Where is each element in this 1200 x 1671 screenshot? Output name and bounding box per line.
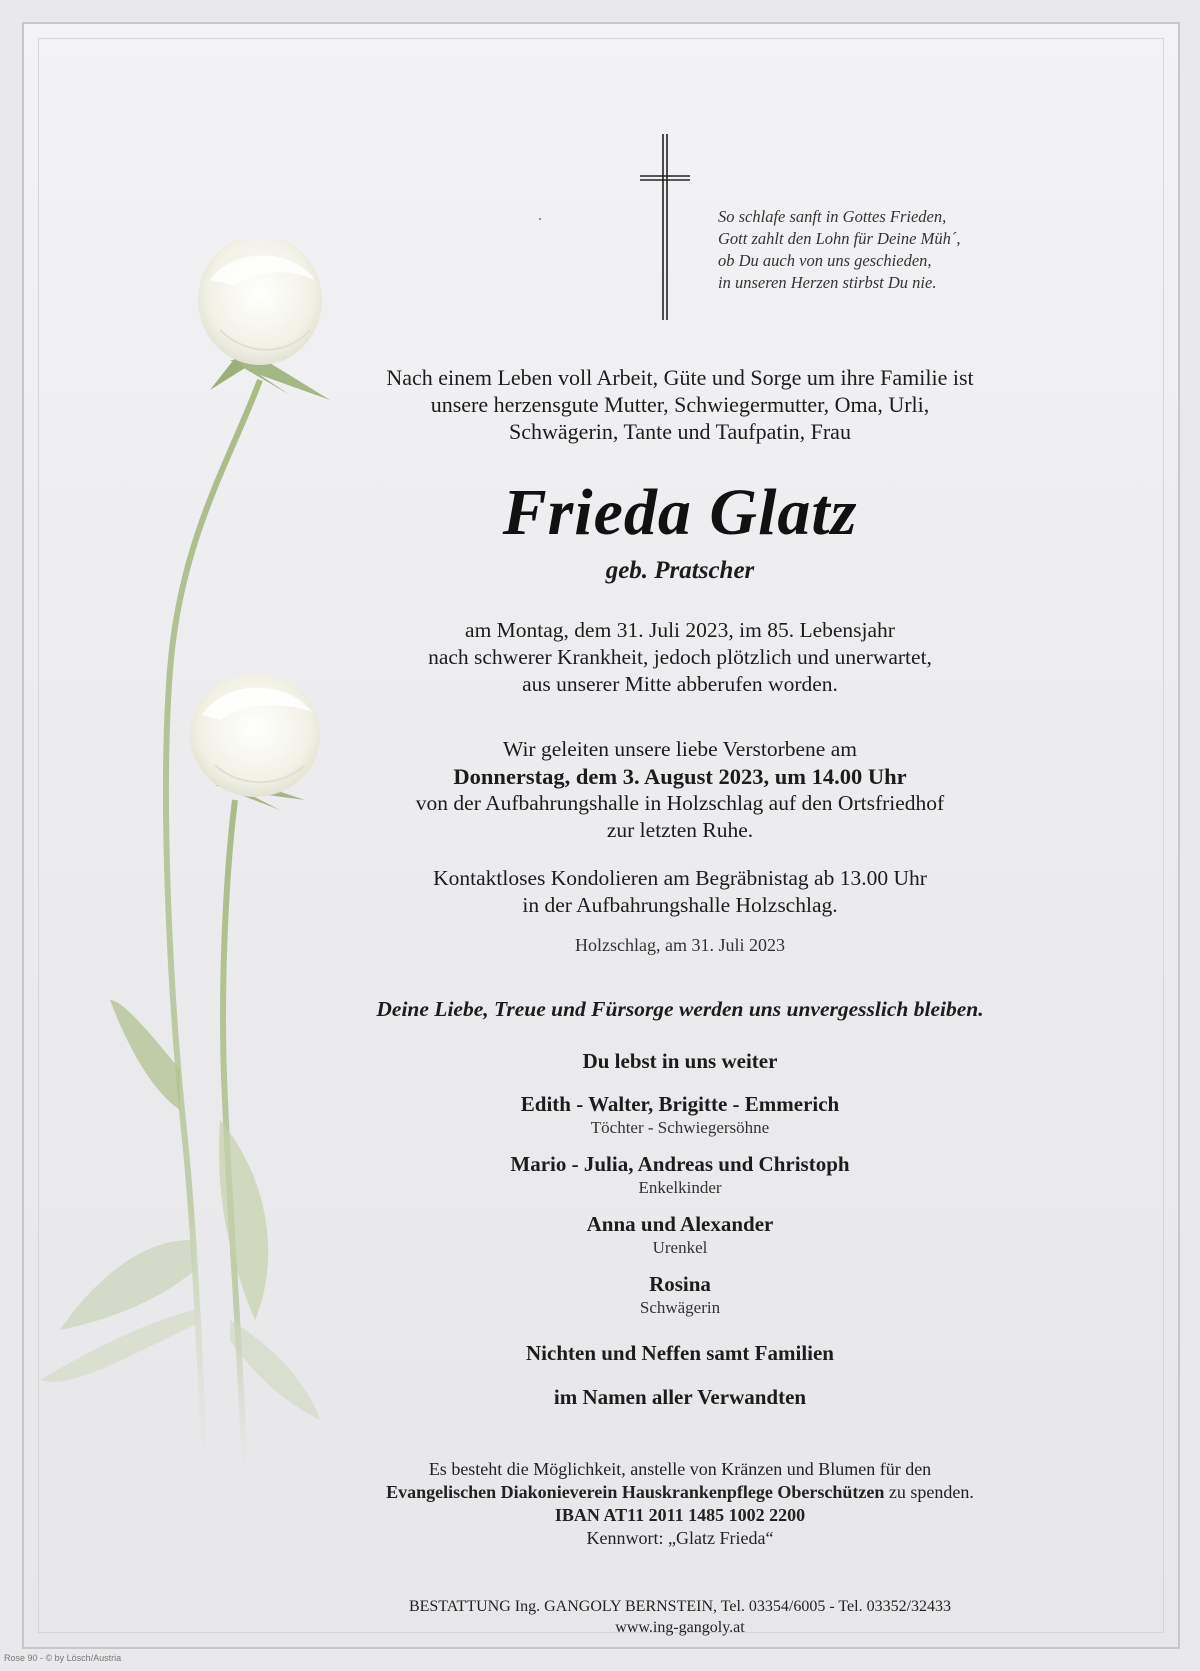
funeral-line: Wir geleiten unsere liebe Verstorbene am [503,737,857,761]
donation-keyword: Kennwort: „Glatz Frieda“ [586,1528,774,1548]
death-notice [340,617,1020,698]
donation-info [340,1458,1020,1550]
mourner-relation: Töchter - Schwiegersöhne [590,1118,770,1137]
intro-line: Nach einem Leben voll Arbeit, Güte und Sorge um ihre Familie ist [386,365,974,390]
intro-line: Schwägerin, Tante und Taufpatin, Frau [509,419,851,444]
funeral-home-website: www.ing-gangoly.at [615,1619,745,1636]
donation-org-line [340,1481,1020,1504]
poem-line: So schlafe sanft in Gottes Frieden, [718,207,947,226]
death-line: am Montag, dem 31. Juli 2023, im 85. Lebensjahr [465,618,895,642]
closing-lines [340,1339,1020,1411]
mourner-names: Edith - Walter, Brigitte - Emmerich [520,1092,840,1116]
poem-line: ob Du auch von uns geschieden, [718,251,932,270]
mourner-names: Anna und Alexander [586,1212,774,1236]
death-line: nach schwerer Krankheit, jedoch plötzlich und unerwartet, [428,645,932,669]
funeral-home-name: BESTATTUNG Ing. GANGOLY BERNSTEIN, Tel. 03354/6005 - Tel. 03352/32433 [408,1598,952,1615]
decorative-dot [539,218,541,220]
closing-line: Nichten und Neffen samt Familien [526,1341,834,1365]
mourner-group [340,1151,1020,1198]
intro-text [340,364,1020,445]
funeral-datetime: Donnerstag, dem 3. August 2023, um 14.00 Uhr [453,764,907,789]
donation-iban: IBAN AT11 2011 1485 1002 2200 [554,1505,806,1525]
mourner-relation: Schwägerin [639,1298,721,1317]
funeral-home-footer [340,1596,1020,1638]
mourners-list [340,1091,1020,1331]
place-and-date: Holzschlag, am 31. Juli 2023 [575,935,785,955]
mourner-names: Rosina [649,1272,711,1296]
poem [718,206,1058,294]
closing-line: im Namen aller Verwandten [553,1385,807,1409]
mourner-names: Mario - Julia, Andreas und Christoph [510,1152,850,1176]
image-credit: Rose 90 - © by Lösch/Austria [4,1653,122,1663]
mourner-group [340,1211,1020,1258]
poem-line: in unseren Herzen stirbst Du nie. [718,273,937,292]
funeral-line: zur letzten Ruhe. [606,818,754,842]
donation-organization: Evangelischen Diakonieverein Hauskrankenpflege Oberschützen [386,1482,885,1502]
white-roses-image [30,240,350,1500]
funeral-line: von der Aufbahrungshalle in Holzschlag auf den Ortsfriedhof [415,791,945,815]
donation-suffix: zu spenden. [884,1482,974,1502]
motto: Deine Liebe, Treue und Fürsorge werden uns unvergesslich bleiben. [376,997,984,1021]
maiden-name: geb. Pratscher [605,557,755,584]
lives-on-heading: Du lebst in uns weiter [582,1049,778,1073]
condolence-line: Kontaktloses Kondolieren am Begräbnistag ab 13.00 Uhr [433,866,927,890]
condolence-info [340,865,1020,919]
mourner-relation: Enkelkinder [638,1178,722,1197]
donation-line: Es besteht die Möglichkeit, anstelle von Kränzen und Blumen für den [428,1459,932,1479]
deceased-name: Frieda Glatz [502,476,858,549]
mourner-group [340,1271,1020,1318]
funeral-info [340,736,1020,844]
intro-line: unsere herzensgute Mutter, Schwiegermutter, Oma, Urli, [430,392,930,417]
mourner-relation: Urenkel [652,1238,708,1257]
death-line: aus unserer Mitte abberufen worden. [522,672,838,696]
condolence-line: in der Aufbahrungshalle Holzschlag. [522,893,838,917]
cross-icon [640,134,690,320]
poem-line: Gott zahlt den Lohn für Deine Müh´, [718,229,961,248]
mourner-group [340,1091,1020,1138]
